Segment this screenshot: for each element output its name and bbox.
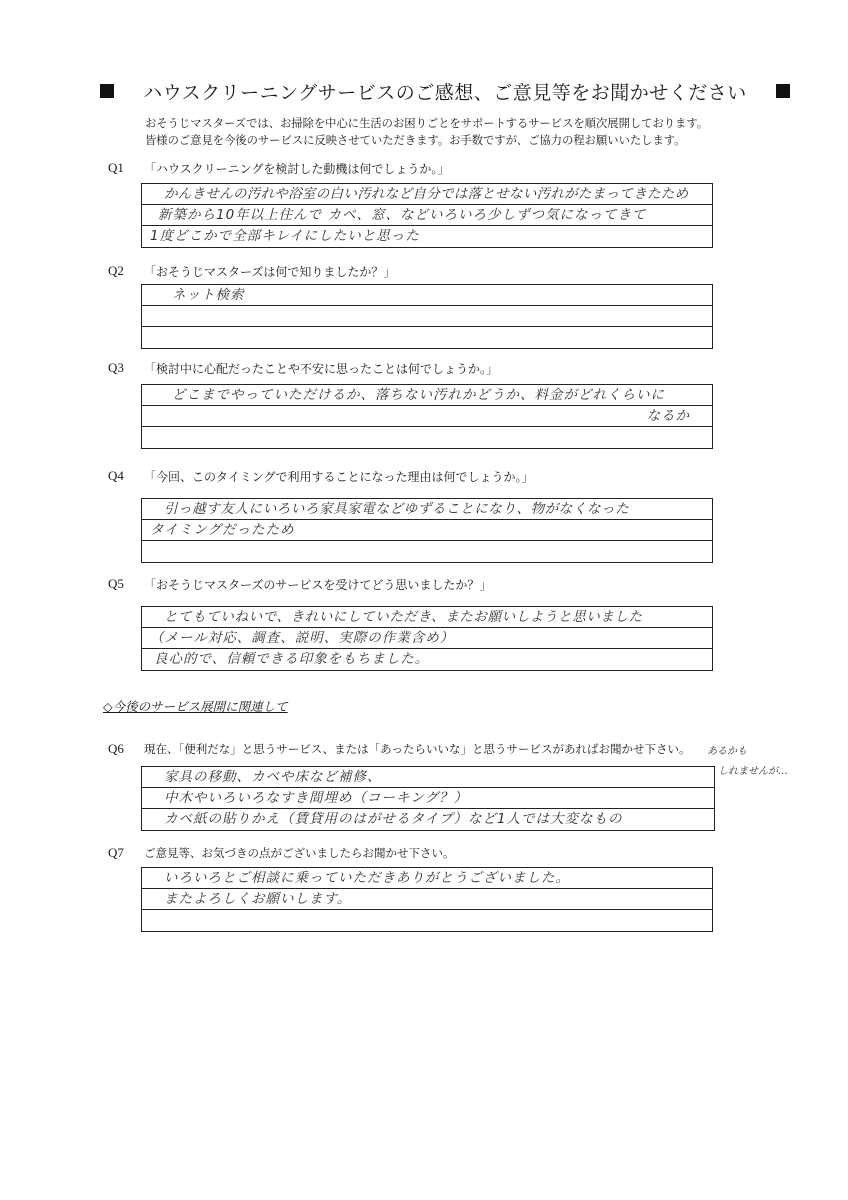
question-text: 「検討中に心配だったことや不安に思ったことは何でしょうか。」: [144, 362, 499, 376]
intro-line-2: 皆様のご意見を今後のサービスに反映させていただきます。お手数ですが、ご協力の程お願いいたします。: [145, 134, 686, 147]
question-text: 現在、「便利だな」と思うサービス、または「あったらいいな」と思うサービスがあればお聞かせ下さい。: [144, 742, 691, 756]
section-heading: ◇今後のサービス展開に関連して: [103, 699, 288, 714]
answer-line[interactable]: [142, 541, 712, 562]
question-text: 「ハウスクリーニングを検討した動機は何でしょうか。」: [144, 162, 450, 176]
black-square-icon: [776, 84, 790, 98]
answer-line[interactable]: [142, 306, 712, 327]
answer-line[interactable]: タイミングだったため: [142, 520, 712, 541]
form-title: [100, 78, 790, 104]
answer-line[interactable]: 新築から10年以上住んで カベ、窓、などいろいろ少しずつ気になってきて: [142, 205, 712, 226]
answer-line[interactable]: ネット検索: [142, 285, 712, 306]
answer-box-q7: [141, 867, 713, 932]
answer-box-q3: [141, 384, 713, 449]
question-number: Q2: [108, 263, 124, 278]
answer-line[interactable]: かんきせんの汚れや浴室の白い汚れなど自分では落とせない汚れがたまってきたため: [142, 184, 712, 205]
answer-line[interactable]: とてもていねいで、きれいにしていただき、またお願いしようと思いました: [142, 607, 712, 628]
answer-line[interactable]: 家具の移動、カベや床など補修、: [142, 767, 714, 788]
question-number: Q3: [108, 360, 124, 375]
answer-line[interactable]: どこまでやっていただけるか、落ちない汚れかどうか、料金がどれくらいに: [142, 385, 712, 406]
intro-line-1: おそうじマスターズでは、お掃除を中心に生活のお困りごとをサポートするサービスを順次展開しております。: [145, 117, 709, 130]
answer-line[interactable]: いろいろとご相談に乗っていただきありがとうございました。: [142, 868, 712, 889]
answer-line[interactable]: 良心的で、信頼できる印象をもちました。: [154, 651, 430, 667]
answer-line[interactable]: なるか: [142, 406, 712, 427]
question-text: 「おそうじマスターズのサービスを受けてどう思いましたか？」: [144, 578, 492, 592]
answer-line[interactable]: （メール対応、調査、説明、実際の作業含め）: [142, 628, 712, 649]
handwritten-side-note-1: あるかも: [707, 746, 747, 757]
answer-line[interactable]: カベ紙の貼りかえ（賃貸用のはがせるタイプ）など1人では大変なもの: [164, 811, 623, 827]
question-number: Q7: [108, 845, 124, 860]
answer-box-q4: [141, 498, 713, 563]
answer-box-q1: [141, 183, 713, 248]
answer-line[interactable]: またよろしくお願いします。: [142, 889, 712, 910]
question-number: Q6: [108, 741, 124, 756]
answer-line[interactable]: 引っ越す友人にいろいろ家具家電などゆずることになり、物がなくなった: [142, 499, 712, 520]
answer-line[interactable]: [142, 327, 712, 348]
question-number: Q5: [108, 576, 124, 591]
question-text: 「おそうじマスターズは何で知りましたか？」: [144, 265, 396, 279]
question-number: Q1: [108, 160, 124, 175]
question-number: Q4: [108, 468, 124, 483]
answer-box-q6: [141, 766, 715, 831]
answer-line[interactable]: 1度どこかで全部キレイにしたいと思った: [150, 228, 420, 244]
answer-box-q2: [141, 284, 713, 349]
handwritten-side-note-2: しれませんが…: [718, 766, 788, 777]
question-text: 「今回、このタイミングで利用することになった理由は何でしょうか。」: [144, 470, 534, 484]
answer-line[interactable]: [142, 427, 712, 448]
question-text: ご意見等、お気づきの点がございましたらお聞かせ下さい。: [144, 846, 455, 860]
answer-box-q5: [141, 606, 713, 671]
form-title-text: ハウスクリーニングサービスのご感想、ご意見等をお聞かせください: [143, 81, 747, 104]
intro-text: [145, 115, 785, 149]
answer-line[interactable]: [142, 910, 712, 931]
black-square-icon: [100, 84, 114, 98]
answer-line[interactable]: 中木やいろいろなすき間埋め（コーキング？）: [142, 788, 714, 809]
